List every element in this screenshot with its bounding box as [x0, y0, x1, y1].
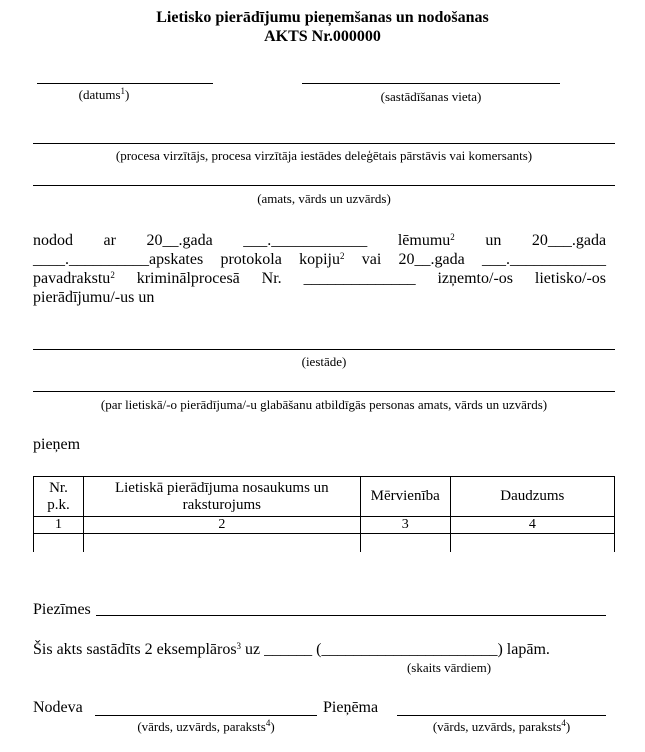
evidence-table	[33, 476, 615, 552]
body-line-1: nodod ar 20__.gada ___.____________ lēmumu$^2$ un 20___.gada	[33, 232, 607, 249]
copies-statement: Šis akts sastādīts 2 eksemplāros$^3$ uz ______ (______________________) lapām.	[33, 641, 550, 658]
notes-line[interactable]	[96, 615, 606, 616]
notes-label: Piezīmes	[33, 601, 91, 618]
col-header-number: Nr. p.k.	[34, 477, 84, 517]
accepted-signature-line[interactable]	[397, 715, 606, 716]
place-caption: (sastādīšanas vieta)	[380, 89, 482, 104]
place-line[interactable]	[302, 83, 560, 84]
body-line-4: pierādījumu/-us un	[33, 289, 155, 306]
position-caption: (amats, vārds un uzvārds)	[257, 191, 391, 206]
column-number-row: 1 2 3 4	[34, 517, 615, 534]
act-number: AKTS Nr.000000	[264, 28, 381, 45]
date-line[interactable]	[37, 83, 213, 84]
document-title: Lietisko pierādījumu pieņemšanas un nodošanas	[156, 9, 489, 26]
custodian-line[interactable]	[33, 391, 615, 392]
table-row[interactable]	[34, 534, 615, 553]
accepts-label: pieņem	[33, 436, 81, 453]
position-line[interactable]	[33, 185, 615, 186]
body-line-2: ____.__________apskates protokola kopiju$^2$ vai 20__.gada ___.____________	[33, 251, 606, 268]
col-header-name: Lietiskā pierādījuma nosaukums un raksturojums	[83, 477, 360, 517]
date-caption: (datums$^1$)	[78, 86, 130, 102]
handed-signature-line[interactable]	[95, 715, 317, 716]
accepted-label: Pieņēma	[323, 699, 379, 716]
institution-line[interactable]	[33, 349, 615, 350]
body-line-3: pavadrakstu$^2$ kriminālprocesā Nr. ______________ izņemto/-os lietisko/-os	[33, 270, 606, 287]
handed-signature-caption: (vārds, uzvārds, paraksts$^4$)	[137, 718, 275, 734]
custodian-caption: (par lietiskā/-o pierādījuma/-u glabāšanu atbildīgās personas amats, vārds un uzvārds)	[100, 397, 548, 412]
accepted-signature-caption: (vārds, uzvārds, paraksts$^4$)	[432, 718, 571, 734]
col-header-quantity: Daudzums	[450, 477, 614, 517]
copies-caption: (skaits vārdiem)	[406, 660, 492, 675]
institution-caption: (iestāde)	[301, 354, 347, 369]
transferor-caption: (procesa virzītājs, procesa virzītāja iestādes deleģētais pārstāvis vai komersants)	[115, 148, 533, 163]
col-header-unit: Mērvienība	[360, 477, 450, 517]
handed-label: Nodeva	[33, 699, 83, 716]
transferor-line[interactable]	[33, 143, 615, 144]
